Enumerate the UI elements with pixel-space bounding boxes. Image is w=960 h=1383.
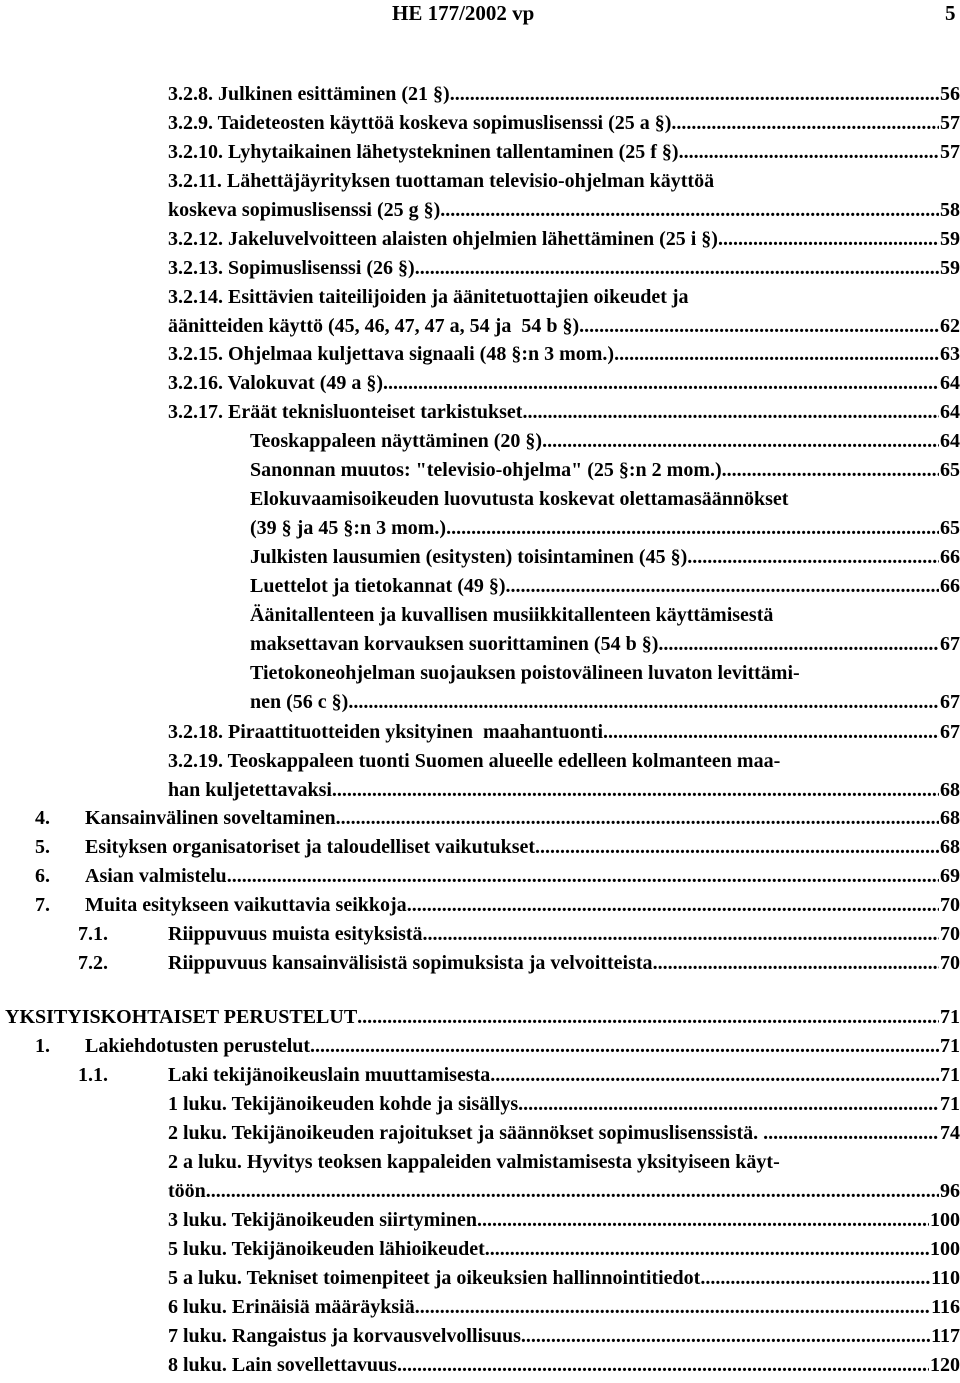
toc-entry-title: Riippuvuus kansainvälisistä sopimuksista ja velvoitteista: [168, 952, 653, 974]
toc-entry[interactable]: [0, 833, 960, 862]
toc-entry[interactable]: [0, 283, 960, 312]
toc-entry-page: 71: [940, 1093, 960, 1115]
toc-entry-page: 63: [940, 343, 960, 365]
toc-entry-page: 64: [940, 401, 960, 423]
toc-entry[interactable]: [0, 225, 960, 254]
toc-entry-title: 3.2.19. Teoskappaleen tuonti Suomen alueelle edelleen kolmanteen maa-: [168, 750, 781, 772]
dot-leader: [542, 427, 939, 456]
dot-leader: [450, 80, 939, 109]
toc-entry-page: 69: [940, 865, 960, 887]
dot-leader: [768, 1119, 939, 1148]
toc-entry-title: 3.2.13. Sopimuslisenssi (26 §): [168, 257, 415, 279]
dot-leader: [518, 1090, 939, 1119]
toc-entry[interactable]: [0, 196, 960, 225]
toc-entry-page: 57: [940, 141, 960, 163]
toc-entry[interactable]: [0, 804, 960, 833]
toc-entry[interactable]: [0, 1090, 960, 1119]
toc-entry-title: YKSITYISKOHTAISET PERUSTELUT: [5, 1006, 358, 1028]
toc-entry[interactable]: [0, 543, 960, 572]
toc-entry-page: 71: [940, 1035, 960, 1057]
toc-entry-title: 7 luku. Rangaistus ja korvausvelvollisuus: [168, 1325, 521, 1347]
toc-entry-title: 3.2.18. Piraattituotteiden yksityinen maahantuonti: [168, 721, 604, 743]
toc-entry-page: 62: [940, 315, 960, 337]
toc-entry-title: Laki tekijänoikeuslain muuttamisesta: [168, 1064, 491, 1086]
toc-entry[interactable]: [0, 630, 960, 659]
toc-entry-title: 5 a luku. Tekniset toimenpiteet ja oikeuksien hallinnointitiedot: [168, 1267, 701, 1289]
toc-entry-number: 1.1.: [78, 1064, 108, 1086]
toc-entry-title: Tietokoneohjelman suojauksen poistovälineen luvaton levittämi-: [250, 662, 800, 684]
toc-entry-title: 3.2.14. Esittävien taiteilijoiden ja äänitetuottajien oikeudet ja: [168, 286, 689, 308]
dot-leader: [679, 138, 939, 167]
toc-entry[interactable]: [0, 427, 960, 456]
dot-leader: [671, 109, 939, 138]
toc-entry-number: 6.: [35, 865, 50, 887]
toc-entry-page: 68: [940, 836, 960, 858]
toc-entry-number: 7.1.: [78, 923, 108, 945]
dot-leader: [440, 196, 939, 225]
toc-entry-page: 67: [940, 691, 960, 713]
toc-entry-title: 5 luku. Tekijänoikeuden lähioikeudet: [168, 1238, 485, 1260]
toc-entry-title: Teoskappaleen näyttäminen (20 §): [250, 430, 543, 452]
toc-entry[interactable]: [0, 1119, 960, 1148]
toc-entry[interactable]: [0, 1293, 960, 1322]
toc-entry-title: 3.2.9. Taideteosten käyttöä koskeva sopimuslisenssi (25 a §): [168, 112, 672, 134]
dot-leader: [415, 1293, 930, 1322]
toc-entry[interactable]: [0, 776, 960, 805]
toc-entry-title: han kuljetettavaksi: [168, 779, 332, 801]
toc-entry-title: 3.2.11. Lähettäjäyrityksen tuottaman televisio-ohjelman käyttöä: [168, 170, 715, 192]
toc-entry-title: Elokuvaamisoikeuden luovutusta koskevat olettamasäännökset: [250, 488, 789, 510]
toc-entry-page: 68: [940, 779, 960, 801]
dot-leader: [687, 543, 939, 572]
toc-entry[interactable]: [0, 167, 960, 196]
toc-entry-page: 71: [940, 1006, 960, 1028]
toc-entry-number: 4.: [35, 807, 50, 829]
toc-entry-title: Asian valmistelu: [85, 865, 227, 887]
toc-entry-title: 3 luku. Tekijänoikeuden siirtyminen: [168, 1209, 477, 1231]
dot-leader: [506, 572, 939, 601]
toc-entry[interactable]: [0, 949, 960, 978]
dot-leader: [535, 833, 939, 862]
toc-entry-page: 70: [940, 923, 960, 945]
toc-entry[interactable]: [0, 340, 960, 369]
toc-entry-page: 67: [940, 721, 960, 743]
toc-entry[interactable]: [0, 1322, 960, 1351]
toc-entry-page: 71: [940, 1064, 960, 1086]
toc-entry[interactable]: [0, 138, 960, 167]
toc-entry[interactable]: [0, 514, 960, 543]
toc-entry[interactable]: [0, 1032, 960, 1061]
toc-entry-title: Esityksen organisatoriset ja taloudelliset vaikutukset: [85, 836, 536, 858]
toc-entry-title: 2 luku. Tekijänoikeuden rajoitukset ja säännökset sopimuslisenssistä. .: [168, 1122, 769, 1144]
toc-entry-title: Sanonnan muutos: "televisio-ohjelma" (25 §:n 2 mom.).: [250, 459, 727, 481]
toc-entry-title: Kansainvälinen soveltaminen: [85, 807, 336, 829]
toc-entry[interactable]: [0, 718, 960, 747]
toc-entry-page: 68: [940, 807, 960, 829]
toc-entry[interactable]: [0, 456, 960, 485]
toc-entry-page: 74: [940, 1122, 960, 1144]
toc-entry-page: 96: [940, 1180, 960, 1202]
dot-leader: [603, 718, 939, 747]
toc-entry-title: maksettavan korvauksen suorittaminen (54 b §): [250, 633, 659, 655]
toc-entry-title: 6 luku. Erinäisiä määräyksiä: [168, 1296, 415, 1318]
toc-entry-page: 64: [940, 372, 960, 394]
toc-entry-page: 57: [940, 112, 960, 134]
toc-entry-title: Julkisten lausumien (esitysten) toisintaminen (45 §): [250, 546, 688, 568]
dot-leader: [407, 891, 939, 920]
dot-leader: [227, 862, 939, 891]
toc-entry[interactable]: [0, 254, 960, 283]
dot-leader: [485, 1235, 929, 1264]
toc-entry[interactable]: [0, 109, 960, 138]
toc-entry-page: 110: [931, 1267, 960, 1289]
toc-entry-title: 3.2.10. Lyhytaikainen lähetystekninen tallentaminen (25 f §): [168, 141, 679, 163]
toc-entry[interactable]: [0, 312, 960, 341]
dot-leader: [522, 398, 939, 427]
toc-entry-title: töön: [168, 1180, 206, 1202]
toc-entry-number: 7.2.: [78, 952, 108, 974]
toc-entry-page: 116: [931, 1296, 960, 1318]
dot-leader: [727, 456, 939, 485]
toc-entry-page: 67: [940, 633, 960, 655]
toc-entry[interactable]: [0, 1264, 960, 1293]
dot-leader: [423, 920, 939, 949]
toc-entry-number: 5.: [35, 836, 50, 858]
dot-leader: [477, 1206, 929, 1235]
toc-entry-page: 70: [940, 894, 960, 916]
toc-entry-page: 70: [940, 952, 960, 974]
toc-entry-page: 59: [940, 228, 960, 250]
toc-entry-title: 3.2.15. Ohjelmaa kuljettava signaali (48 §:n 3 mom.): [168, 343, 615, 365]
toc-entry-title: 3.2.8. Julkinen esittäminen (21 §): [168, 83, 450, 105]
toc-entry-title: Riippuvuus muista esityksistä: [168, 923, 423, 945]
dot-leader: [332, 776, 939, 805]
toc-entry-title: 2 a luku. Hyvitys teoksen kappaleiden valmistamisesta yksityiseen käyt-: [168, 1151, 780, 1173]
toc-entry[interactable]: [0, 1148, 960, 1177]
dot-leader: [490, 1061, 939, 1090]
toc-entry-title: 3.2.17. Eräät teknisluonteiset tarkistukset: [168, 401, 523, 423]
toc-entry[interactable]: [0, 485, 960, 514]
dot-leader: [336, 804, 939, 833]
dot-leader: [397, 1351, 929, 1380]
dot-leader: [310, 1032, 939, 1061]
dot-leader: [521, 1322, 930, 1351]
toc-entry-title: nen (56 c §): [250, 691, 349, 713]
toc-entry-page: 100: [930, 1238, 960, 1260]
toc-entry[interactable]: [0, 1177, 960, 1206]
dot-leader: [658, 630, 939, 659]
dot-leader: [653, 949, 939, 978]
toc-entry-page: 65: [940, 517, 960, 539]
toc-entry[interactable]: [0, 659, 960, 688]
dot-leader: [700, 1264, 930, 1293]
page-header: [0, 0, 960, 30]
toc-entry-title: (39 § ja 45 §:n 3 mom.): [250, 517, 447, 539]
toc-entry-title: 3.2.16. Valokuvat (49 a §): [168, 372, 384, 394]
toc-entry-title: 8 luku. Lain sovellettavuus: [168, 1354, 397, 1376]
toc-entry-page: 66: [940, 575, 960, 597]
toc-entry[interactable]: [0, 398, 960, 427]
toc-entry[interactable]: [0, 747, 960, 776]
toc-entry[interactable]: [0, 891, 960, 920]
toc-entry[interactable]: [0, 369, 960, 398]
dot-leader: [446, 514, 939, 543]
toc-entry[interactable]: [0, 1206, 960, 1235]
dot-leader: [357, 1003, 939, 1032]
toc-entry[interactable]: [0, 862, 960, 891]
toc-entry-page: 100: [930, 1209, 960, 1231]
page-number: 5: [945, 1, 956, 25]
toc-entry-title: koskeva sopimuslisenssi (25 g §): [168, 199, 441, 221]
toc-entry-number: 1.: [35, 1035, 50, 1057]
dot-leader: [614, 340, 939, 369]
toc-entry[interactable]: [0, 1003, 960, 1032]
dot-leader: [415, 254, 939, 283]
toc-entry[interactable]: [0, 572, 960, 601]
toc-entry-title: 1 luku. Tekijänoikeuden kohde ja sisällys: [168, 1093, 519, 1115]
toc-entry-page: 66: [940, 546, 960, 568]
document-id: HE 177/2002 vp: [392, 1, 535, 25]
dot-leader: [718, 225, 939, 254]
toc-entry-page: 58: [940, 199, 960, 221]
toc-entry-title: äänitteiden käyttö (45, 46, 47, 47 a, 54 ja 54 b §): [168, 315, 580, 337]
toc-entry-title: Muita esitykseen vaikuttavia seikkoja: [85, 894, 407, 916]
dot-leader: [579, 312, 939, 341]
toc-entry-page: 117: [931, 1325, 960, 1347]
toc-entry[interactable]: [0, 920, 960, 949]
toc-entry-page: 59: [940, 257, 960, 279]
toc-entry[interactable]: [0, 601, 960, 630]
dot-leader: [383, 369, 939, 398]
toc-entry[interactable]: [0, 688, 960, 717]
toc-entry[interactable]: [0, 80, 960, 109]
toc-entry-number: 7.: [35, 894, 50, 916]
dot-leader: [348, 688, 939, 717]
toc-entry-page: 64: [940, 430, 960, 452]
toc-entry-title: Äänitallenteen ja kuvallisen musiikkitallenteen käyttämisestä: [250, 604, 774, 626]
toc-entry-title: Luettelot ja tietokannat (49 §): [250, 575, 506, 597]
toc-entry-title: Lakiehdotusten perustelut: [85, 1035, 311, 1057]
toc-entry[interactable]: [0, 1235, 960, 1264]
toc-entry[interactable]: [0, 1351, 960, 1380]
toc-entry-page: 56: [940, 83, 960, 105]
dot-leader: [206, 1177, 939, 1206]
toc-entry-page: 65: [940, 459, 960, 481]
toc-entry[interactable]: [0, 1061, 960, 1090]
toc-entry-page: 120: [930, 1354, 960, 1376]
toc-entry-title: 3.2.12. Jakeluvelvoitteen alaisten ohjelmien lähettäminen (25 i §): [168, 228, 718, 250]
